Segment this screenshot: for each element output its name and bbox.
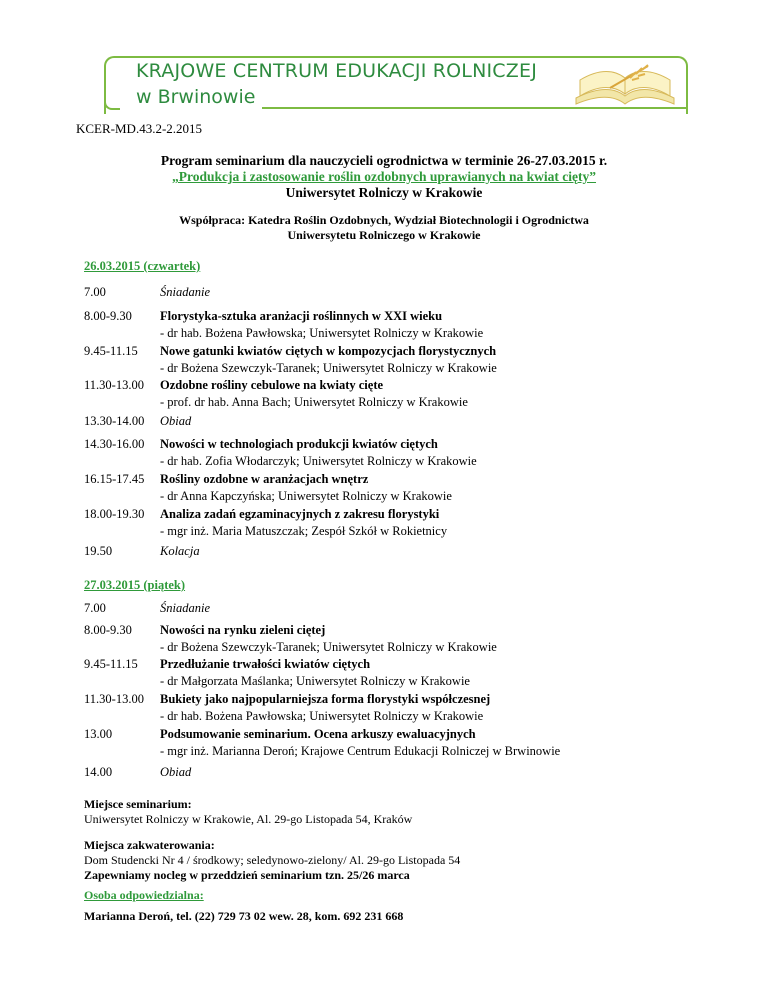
schedule-time: 11.30-13.00 [84, 692, 144, 706]
brand-title: KRAJOWE CENTRUM EDUKACJI ROLNICZEJ [136, 60, 538, 82]
schedule-time: 13.00 [84, 727, 113, 741]
program-title: Program seminarium dla nauczycieli ogrodnictwa w terminie 26-27.03.2015 r. [160, 153, 608, 168]
session-description [160, 309, 700, 341]
schedule-time: 14.00 [84, 765, 113, 779]
schedule-time: 16.15-17.45 [84, 472, 145, 486]
session-speaker: - prof. dr hab. Anna Bach; Uniwersytet Rolniczy w Krakowie [160, 395, 468, 409]
day2-heading: 27.03.2015 (piątek) [84, 578, 186, 592]
session-description [160, 378, 700, 410]
session-title: Ozdobne rośliny cebulowe na kwiaty cięte [160, 378, 384, 392]
lodging-label: Miejsca zakwaterowania: [84, 838, 215, 852]
session-description [160, 692, 700, 724]
session-title: Śniadanie [160, 601, 210, 615]
schedule-time: 9.45-11.15 [84, 657, 138, 671]
session-speaker: - dr Bożena Szewczyk-Taranek; Uniwersytet Rolniczy w Krakowie [160, 361, 497, 375]
header-banner [104, 56, 684, 114]
cooperation-line-2: Uniwersytetu Rolniczego w Krakowie [287, 228, 481, 242]
venue-label: Miejsce seminarium: [84, 797, 192, 811]
schedule-time: 13.30-14.00 [84, 414, 145, 428]
contact-label: Osoba odpowiedzialna: [84, 888, 204, 902]
session-speaker: - mgr inż. Marianna Deroń; Krajowe Centrum Edukacji Rolniczej w Brwinowie [160, 744, 561, 758]
session-title: Śniadanie [160, 285, 210, 299]
session-title: Florystyka-sztuka aranżacji roślinnych w XXI wieku [160, 309, 443, 323]
session-speaker: - dr Anna Kapczyńska; Uniwersytet Rolniczy w Krakowie [160, 489, 452, 503]
session-description [160, 657, 700, 689]
session-title: Bukiety jako najpopularniejsza forma florystyki współczesnej [160, 692, 491, 706]
session-title: Nowe gatunki kwiatów ciętych w kompozycjach florystycznych [160, 344, 497, 358]
session-title: Obiad [160, 765, 192, 779]
session-description [160, 414, 700, 429]
session-speaker: - dr Bożena Szewczyk-Taranek; Uniwersytet Rolniczy w Krakowie [160, 640, 497, 654]
session-description [160, 727, 700, 759]
session-speaker: - dr hab. Bożena Pawłowska; Uniwersytet Rolniczy w Krakowie [160, 326, 484, 340]
session-speaker: - dr hab. Bożena Pawłowska; Uniwersytet Rolniczy w Krakowie [160, 709, 484, 723]
session-title: Podsumowanie seminarium. Ocena arkuszy ewaluacyjnych [160, 727, 476, 741]
session-description [160, 344, 700, 376]
session-title: Nowości w technologiach produkcji kwiatów ciętych [160, 437, 438, 451]
schedule-time: 19.50 [84, 544, 113, 558]
schedule-time: 8.00-9.30 [84, 309, 132, 323]
venue-text: Uniwersytet Rolniczy w Krakowie, Al. 29-go Listopada 54, Kraków [84, 812, 413, 826]
session-title: Nowości na rynku zieleni ciętej [160, 623, 326, 637]
session-title: Obiad [160, 414, 192, 428]
book-icon [570, 58, 680, 112]
session-title: Analiza zadań egzaminacyjnych z zakresu florystyki [160, 507, 440, 521]
lodging-note: Zapewniamy nocleg w przeddzień seminarium tzn. 25/26 marca [84, 868, 410, 882]
session-description [160, 285, 700, 300]
session-description [160, 507, 700, 539]
session-speaker: - mgr inż. Maria Matuszczak; Zespół Szkół w Rokietnicy [160, 524, 448, 538]
session-speaker: - dr hab. Zofia Włodarczyk; Uniwersytet Rolniczy w Krakowie [160, 454, 477, 468]
session-description [160, 623, 700, 655]
schedule-time: 9.45-11.15 [84, 344, 138, 358]
schedule-time: 11.30-13.00 [84, 378, 144, 392]
cooperation-line-1: Współpraca: Katedra Roślin Ozdobnych, Wydział Biotechnologii i Ogrodnictwa [179, 213, 589, 227]
schedule-time: 8.00-9.30 [84, 623, 132, 637]
header-frame-corner [104, 96, 120, 110]
session-title: Przedłużanie trwałości kwiatów ciętych [160, 657, 371, 671]
brand-subtitle: w Brwinowie [136, 86, 256, 108]
session-title: Rośliny ozdobne w aranżacjach wnętrz [160, 472, 369, 486]
contact-section [84, 888, 403, 924]
session-title: Kolacja [160, 544, 200, 558]
seminar-topic: „Produkcja i zastosowanie roślin ozdobnych uprawianych na kwiat cięty” [171, 169, 597, 184]
schedule-time: 7.00 [84, 601, 106, 615]
session-speaker: - dr Małgorzata Maślanka; Uniwersytet Rolniczy w Krakowie [160, 674, 470, 688]
contact-text: Marianna Deroń, tel. (22) 729 73 02 wew. 28, kom. 692 231 668 [84, 909, 404, 923]
session-description [160, 437, 700, 469]
document-number: KCER-MD.43.2-2.2015 [76, 121, 203, 136]
schedule-time: 18.00-19.30 [84, 507, 145, 521]
schedule-time: 7.00 [84, 285, 106, 299]
venue-section [84, 797, 412, 827]
lodging-section [84, 838, 460, 883]
session-description [160, 544, 700, 559]
session-description [160, 765, 700, 780]
session-description [160, 472, 700, 504]
session-description [160, 601, 700, 616]
seminar-host: Uniwersytet Rolniczy w Krakowie [285, 185, 483, 200]
day1-heading: 26.03.2015 (czwartek) [84, 259, 201, 273]
lodging-text: Dom Studencki Nr 4 / środkowy; seledynowo-zielony/ Al. 29-go Listopada 54 [84, 853, 461, 867]
schedule-time: 14.30-16.00 [84, 437, 145, 451]
